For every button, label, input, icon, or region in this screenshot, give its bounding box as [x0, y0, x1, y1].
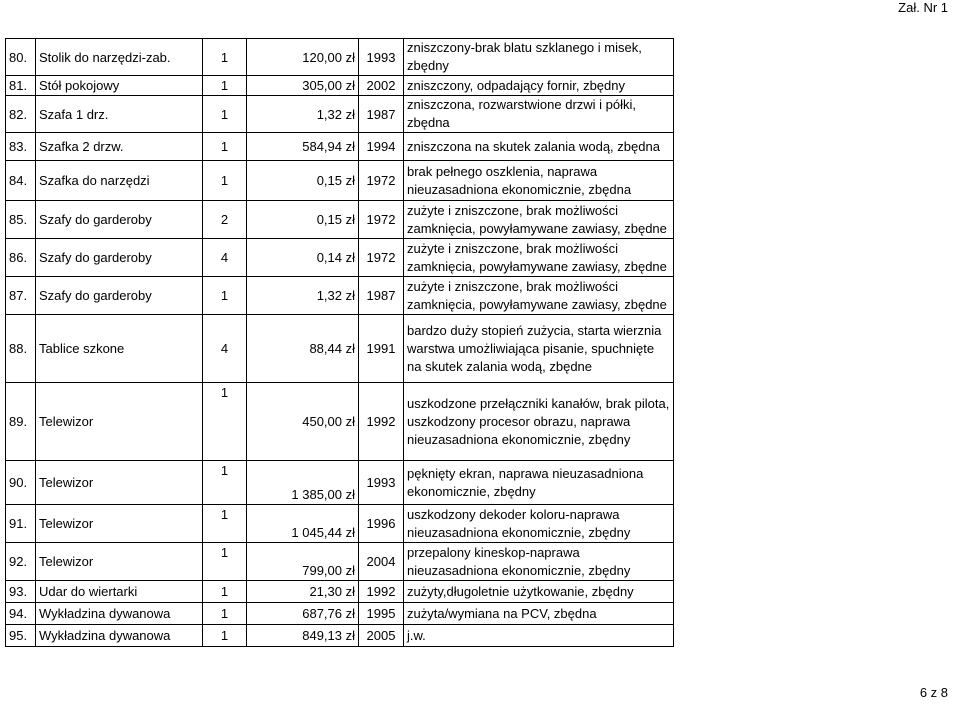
table-row — [6, 96, 674, 133]
item-reason: pęknięty ekran, naprawa nieuzasadniona ekonomicznie, zbędny — [404, 461, 674, 505]
item-year: 1972 — [359, 201, 404, 239]
item-reason: zużyty,długoletnie użytkowanie, zbędny — [404, 581, 674, 603]
table-row — [6, 581, 674, 603]
item-value: 21,30 zł — [247, 581, 359, 603]
item-name: Szafa 1 drz. — [36, 96, 203, 133]
item-value: 1,32 zł — [247, 277, 359, 315]
item-reason: j.w. — [404, 625, 674, 647]
item-name: Szafy do garderoby — [36, 277, 203, 315]
item-value: 849,13 zł — [247, 625, 359, 647]
item-year: 1993 — [359, 39, 404, 76]
item-reason: zniszczona, rozwarstwione drzwi i półki, zbędna — [404, 96, 674, 133]
item-reason: bardzo duży stopień zużycia, starta wierznia warstwa umożliwiająca pisanie, spuchnięte na skutek zalania wodą, zbędne — [404, 315, 674, 383]
item-value: 0,15 zł — [247, 201, 359, 239]
item-name: Wykładzina dywanowa — [36, 603, 203, 625]
row-number: 94. — [6, 603, 36, 625]
item-year: 1995 — [359, 603, 404, 625]
item-year: 1972 — [359, 161, 404, 201]
item-name: Szafy do garderoby — [36, 239, 203, 277]
item-quantity: 1 — [203, 625, 247, 647]
item-year: 1991 — [359, 315, 404, 383]
item-reason: zniszczony, odpadający fornir, zbędny — [404, 76, 674, 96]
item-name: Udar do wiertarki — [36, 581, 203, 603]
item-value: 0,14 zł — [247, 239, 359, 277]
table-row — [6, 383, 674, 461]
item-year: 1994 — [359, 133, 404, 161]
item-quantity: 1 — [203, 277, 247, 315]
item-quantity: 1 — [203, 581, 247, 603]
item-name: Stół pokojowy — [36, 76, 203, 96]
inventory-table — [5, 38, 674, 647]
item-reason: zniszczony-brak blatu szklanego i misek, zbędny — [404, 39, 674, 76]
row-number: 82. — [6, 96, 36, 133]
page-number: 6 z 8 — [919, 685, 948, 700]
item-quantity: 1 — [203, 383, 247, 461]
table-row — [6, 505, 674, 543]
item-year: 1996 — [359, 505, 404, 543]
row-number: 89. — [6, 383, 36, 461]
table-row — [6, 239, 674, 277]
item-reason: zużyta/wymiana na PCV, zbędna — [404, 603, 674, 625]
row-number: 91. — [6, 505, 36, 543]
table-row — [6, 277, 674, 315]
row-number: 90. — [6, 461, 36, 505]
item-value: 120,00 zł — [247, 39, 359, 76]
item-quantity: 1 — [203, 96, 247, 133]
item-name: Telewizor — [36, 505, 203, 543]
row-number: 92. — [6, 543, 36, 581]
table-row — [6, 133, 674, 161]
item-name: Tablice szkone — [36, 315, 203, 383]
item-value: 687,76 zł — [247, 603, 359, 625]
item-name: Telewizor — [36, 383, 203, 461]
item-quantity: 1 — [203, 461, 247, 505]
item-quantity: 4 — [203, 239, 247, 277]
item-reason: zużyte i zniszczone, brak możliwości zamknięcia, powyłamywane zawiasy, zbędne — [404, 239, 674, 277]
table-row — [6, 315, 674, 383]
item-reason: brak pełnego oszklenia, naprawa nieuzasadniona ekonomicznie, zbędna — [404, 161, 674, 201]
item-value: 1,32 zł — [247, 96, 359, 133]
item-name: Telewizor — [36, 461, 203, 505]
row-number: 81. — [6, 76, 36, 96]
item-year: 2005 — [359, 625, 404, 647]
item-reason: zniszczona na skutek zalania wodą, zbędna — [404, 133, 674, 161]
item-value: 799,00 zł — [247, 543, 359, 581]
table-row — [6, 161, 674, 201]
item-value: 88,44 zł — [247, 315, 359, 383]
item-name: Szafka 2 drzw. — [36, 133, 203, 161]
item-name: Szafka do narzędzi — [36, 161, 203, 201]
item-name: Telewizor — [36, 543, 203, 581]
item-name: Wykładzina dywanowa — [36, 625, 203, 647]
row-number: 88. — [6, 315, 36, 383]
item-quantity: 1 — [203, 603, 247, 625]
row-number: 80. — [6, 39, 36, 76]
item-quantity: 4 — [203, 315, 247, 383]
item-year: 1992 — [359, 383, 404, 461]
item-reason: uszkodzone przełączniki kanałów, brak pilota, uszkodzony procesor obrazu, naprawa nieuzasadniona ekonomicznie, zbędny — [404, 383, 674, 461]
item-quantity: 1 — [203, 161, 247, 201]
item-name: Szafy do garderoby — [36, 201, 203, 239]
row-number: 95. — [6, 625, 36, 647]
table-row — [6, 543, 674, 581]
item-year: 1972 — [359, 239, 404, 277]
table-row — [6, 603, 674, 625]
item-year: 1987 — [359, 277, 404, 315]
table-row — [6, 201, 674, 239]
item-quantity: 1 — [203, 39, 247, 76]
item-year: 2004 — [359, 543, 404, 581]
row-number: 86. — [6, 239, 36, 277]
attachment-number: Zał. Nr 1 — [898, 0, 948, 15]
item-year: 1987 — [359, 96, 404, 133]
item-quantity: 1 — [203, 133, 247, 161]
item-quantity: 1 — [203, 76, 247, 96]
row-number: 85. — [6, 201, 36, 239]
table-row — [6, 461, 674, 505]
item-quantity: 1 — [203, 543, 247, 581]
item-quantity: 2 — [203, 201, 247, 239]
item-year: 1993 — [359, 461, 404, 505]
row-number: 93. — [6, 581, 36, 603]
item-reason: uszkodzony dekoder koloru-naprawa nieuzasadniona ekonomicznie, zbędny — [404, 505, 674, 543]
item-value: 450,00 zł — [247, 383, 359, 461]
row-number: 84. — [6, 161, 36, 201]
item-value: 0,15 zł — [247, 161, 359, 201]
item-reason: przepalony kineskop-naprawa nieuzasadniona ekonomicznie, zbędny — [404, 543, 674, 581]
item-year: 1992 — [359, 581, 404, 603]
item-quantity: 1 — [203, 505, 247, 543]
item-value: 305,00 zł — [247, 76, 359, 96]
table-row — [6, 76, 674, 96]
table-row — [6, 39, 674, 76]
table-row — [6, 625, 674, 647]
item-value: 584,94 zł — [247, 133, 359, 161]
row-number: 87. — [6, 277, 36, 315]
item-year: 2002 — [359, 76, 404, 96]
item-name: Stolik do narzędzi-zab. — [36, 39, 203, 76]
item-value: 1 045,44 zł — [247, 505, 359, 543]
item-reason: zużyte i zniszczone, brak możliwości zamknięcia, powyłamywane zawiasy, zbędne — [404, 201, 674, 239]
item-value: 1 385,00 zł — [247, 461, 359, 505]
row-number: 83. — [6, 133, 36, 161]
item-reason: zużyte i zniszczone, brak możliwości zamknięcia, powyłamywane zawiasy, zbędne — [404, 277, 674, 315]
